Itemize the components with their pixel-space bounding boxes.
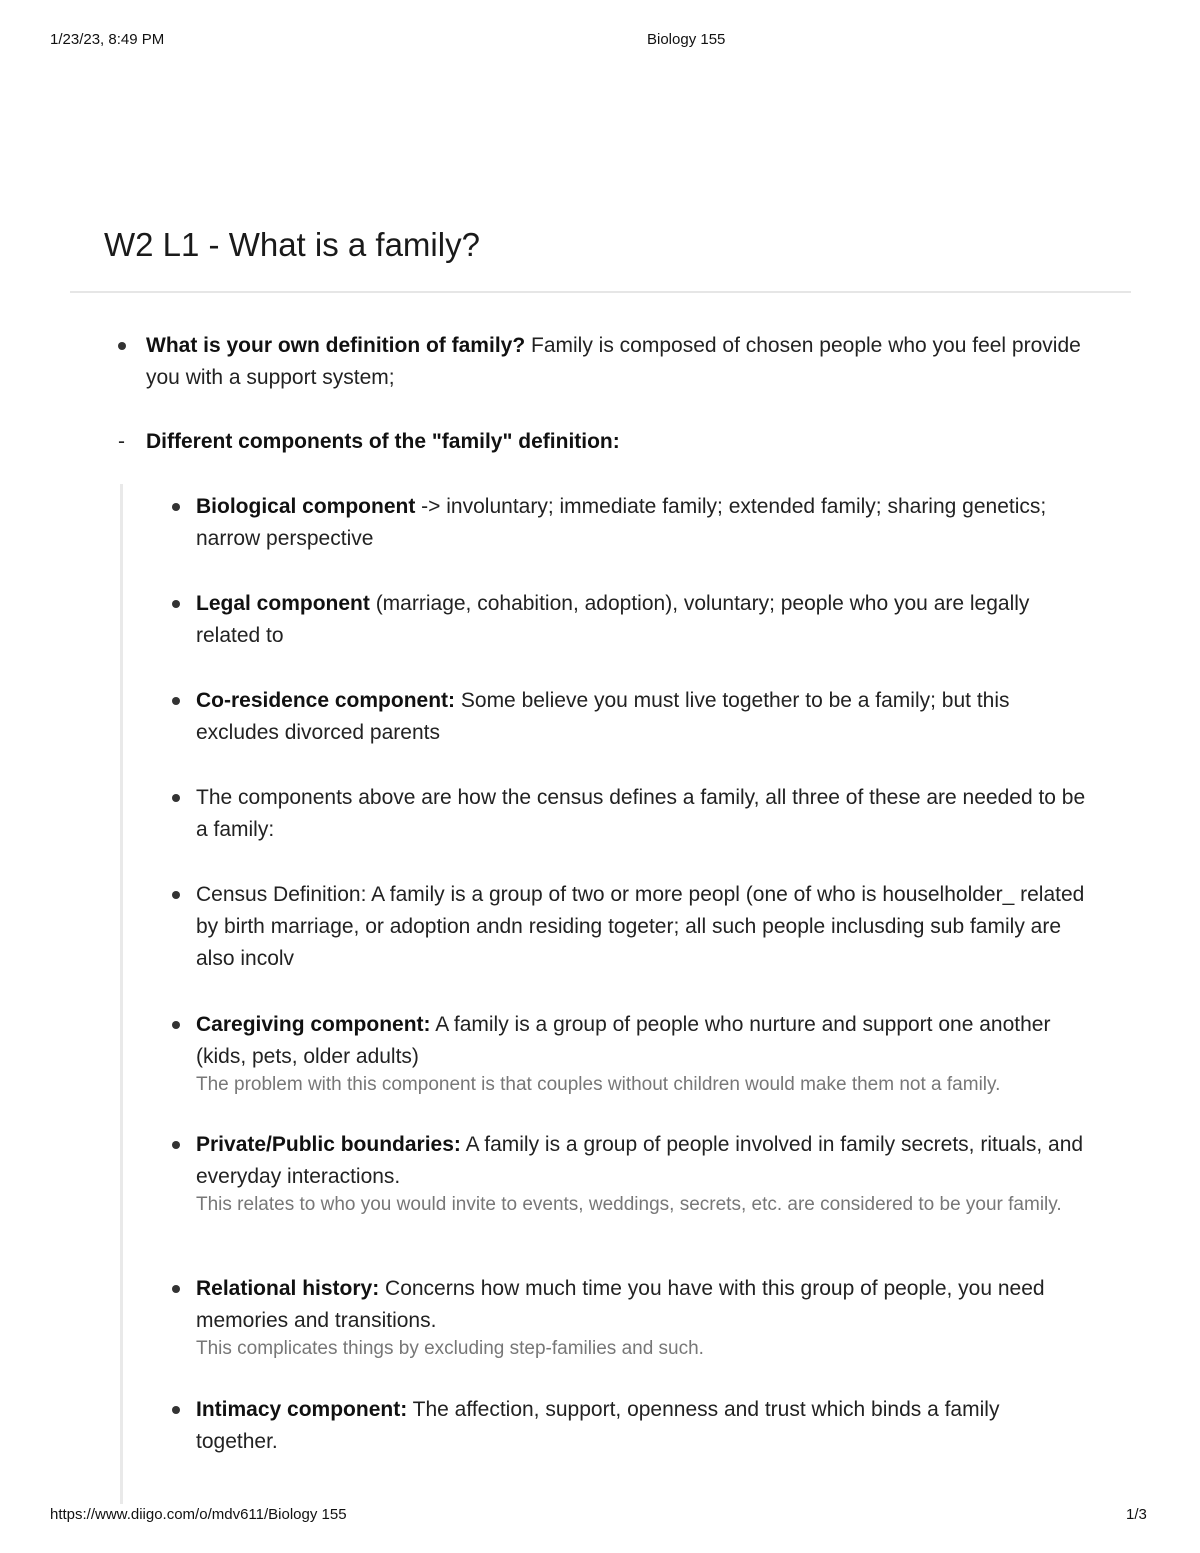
bullet-icon <box>172 1406 180 1414</box>
item-text: The components above are how the census defines a family, all three of these are needed to be a family: <box>196 786 1086 841</box>
bullet-icon <box>172 1285 180 1293</box>
item-bold: Relational history: <box>196 1277 380 1300</box>
bullet-icon <box>172 891 180 899</box>
list-item <box>196 588 1086 652</box>
page-number: 1/3 <box>1126 1506 1147 1523</box>
bullet-icon <box>172 697 180 705</box>
source-url: https://www.diigo.com/o/mdv611/Biology 155 <box>50 1506 347 1523</box>
bullet-icon <box>172 794 180 802</box>
item-text: A family is a group of people who nurture and support one another (kids, pets, older adults) <box>196 1013 1051 1068</box>
components-heading-label: Different components of the "family" definition: <box>146 430 620 453</box>
item-text: Census Definition: A family is a group of two or more peopl (one of who is houselholder_ related by birth marriage, or adoption andn residing togeter; all such people inclusding sub family are also incolv <box>196 883 1085 970</box>
bullet-icon <box>118 342 126 350</box>
bullet-icon <box>172 600 180 608</box>
list-item <box>196 879 1086 975</box>
item-text: Some believe you must live together to be a family; but this excludes divorced parents <box>196 689 1010 744</box>
list-item <box>196 1273 1086 1361</box>
dash-marker: - <box>118 430 125 453</box>
item-text: Concerns how much time you have with this group of people, you need memories and transitions. <box>196 1277 1045 1332</box>
list-item <box>196 685 1086 749</box>
bullet-icon <box>172 1021 180 1029</box>
item-text: The affection, support, openness and trust which binds a family together. <box>196 1398 1000 1453</box>
item-text: A family is a group of people involved in family secrets, rituals, and everyday interactions. <box>196 1133 1084 1188</box>
list-item <box>196 1394 1086 1458</box>
list-item <box>196 1009 1086 1097</box>
item-text: (marriage, cohabition, adoption), voluntary; people who you are legally related to <box>196 592 1030 647</box>
definition-question-item <box>146 330 1106 394</box>
nested-list-guide <box>120 484 123 1504</box>
item-bold: Intimacy component: <box>196 1398 408 1421</box>
list-item <box>196 782 1086 846</box>
item-note: This complicates things by excluding step-families and such. <box>196 1338 704 1359</box>
item-note: The problem with this component is that couples without children would make them not a family. <box>196 1074 1001 1095</box>
item-bold: Biological component <box>196 495 416 518</box>
list-item <box>196 1129 1086 1217</box>
page-title: W2 L1 - What is a family? <box>104 226 480 263</box>
item-bold: Co-residence component: <box>196 689 456 712</box>
bullet-icon <box>172 503 180 511</box>
item-bold: Private/Public boundaries: <box>196 1133 461 1156</box>
question-bold: What is your own definition of family? <box>146 334 526 357</box>
title-divider <box>70 291 1131 293</box>
item-note: This relates to who you would invite to events, weddings, secrets, etc. are considered to be your family. <box>196 1194 1062 1215</box>
question-text: Family is composed of chosen people who you feel provide you with a support system; <box>146 334 1081 389</box>
bullet-icon <box>172 1141 180 1149</box>
item-bold: Caregiving component: <box>196 1013 431 1036</box>
print-doc-title: Biology 155 <box>647 31 726 48</box>
item-text: -> involuntary; immediate family; extended family; sharing genetics; narrow perspective <box>196 495 1047 550</box>
list-item <box>196 491 1086 555</box>
item-bold: Legal component <box>196 592 370 615</box>
print-datetime: 1/23/23, 8:49 PM <box>50 31 165 48</box>
